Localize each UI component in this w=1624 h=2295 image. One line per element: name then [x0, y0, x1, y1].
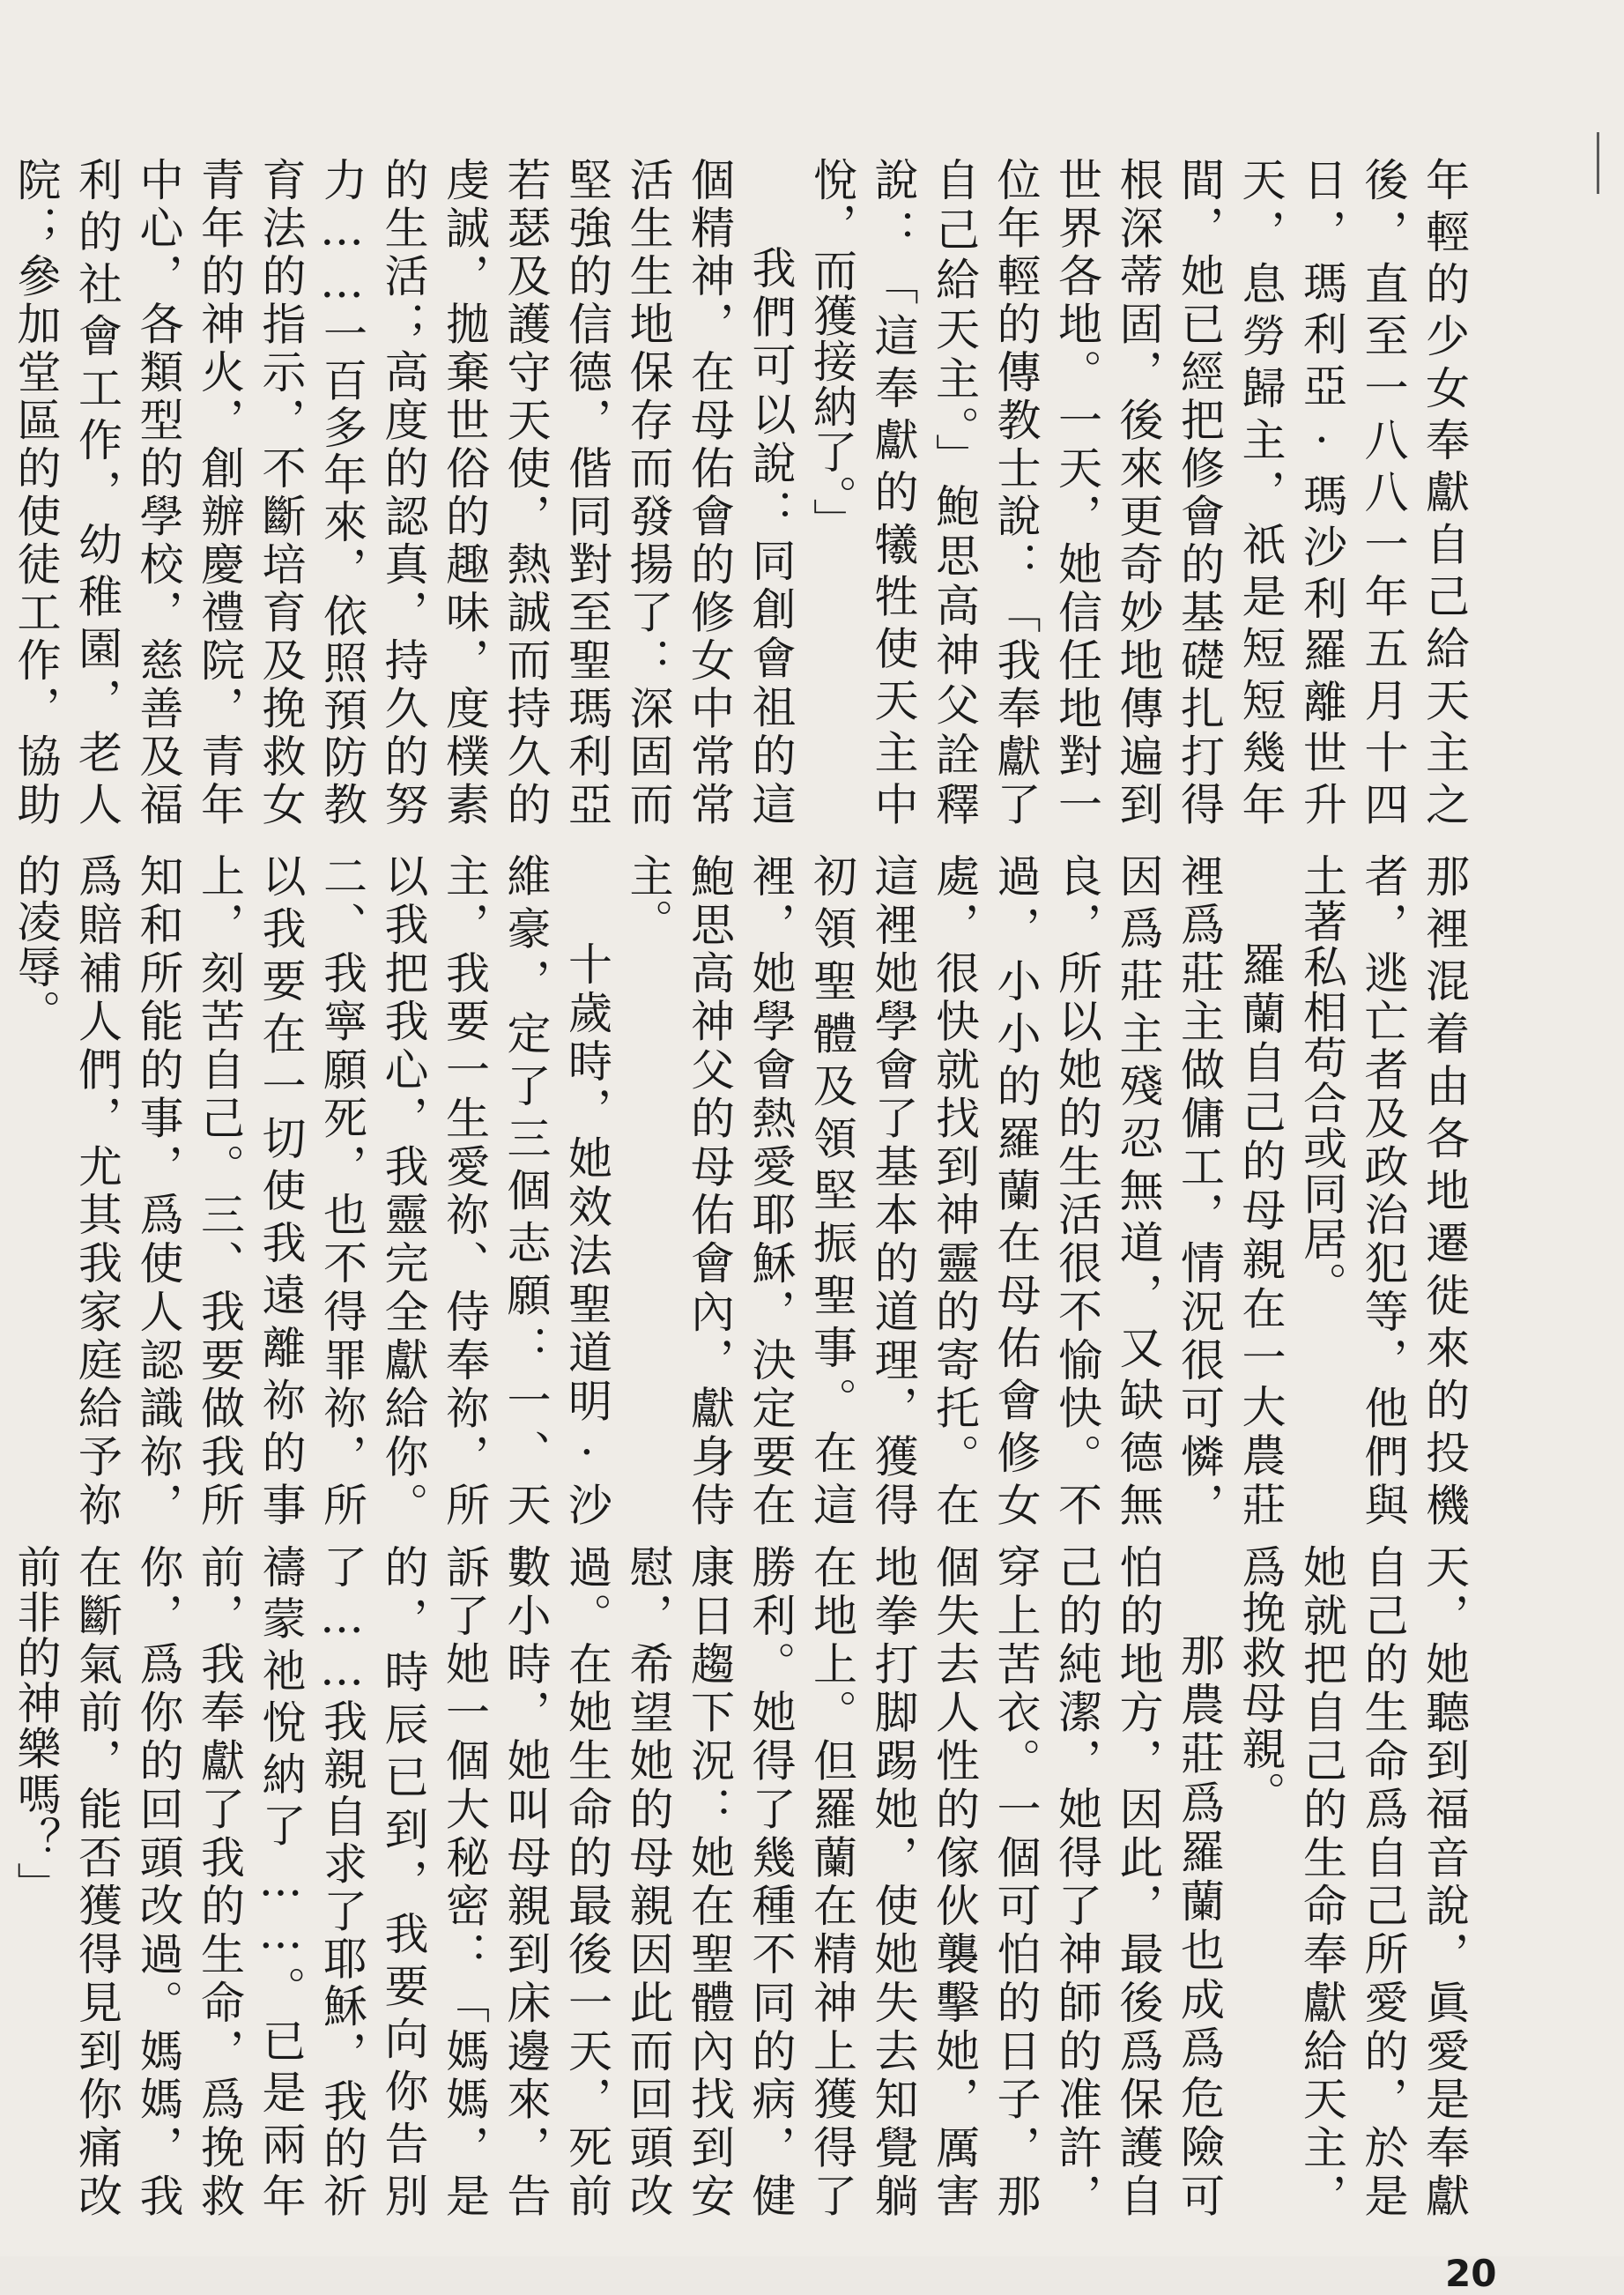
text-band-bottom: [10, 1544, 1474, 2218]
paragraph: 十歲時，她效法聖道明·沙維豪，定了三個志願：一、天主，我要一生愛祢、侍奉祢，所以我把我心，我靈完全獻給你。二、我寧願死，也不得罪祢，所以我要在一切使我遠離祢的事上，刻苦自己。三、我要做我所知和所能的事，爲使人認識祢，爲賠補人們，尤其我家庭給予祢的凌辱。: [10, 853, 612, 1527]
page-number: 20: [1445, 2252, 1497, 2295]
paragraph: [0, 1544, 4, 2218]
text-band-middle: [10, 853, 1474, 1527]
paragraph: 羅蘭自己的母親在一大農莊裡爲莊主做傭工，情況很可憐，因爲莊主殘忍無道，又缺德無良，所以她的生活很不愉快。不過，小小的羅蘭在母佑會修女處，很快就找到神靈的寄托。在這裡她學會了基本的道理，獲得初領聖體及領堅振聖事。在這裡，她學會熱愛耶穌，決定要在鮑思高神父的母佑會內，獻身侍主。: [622, 853, 1287, 1527]
paragraph: 天，她聽到福音說，眞愛是奉獻自己的生命爲自己所愛的，於是她就把自己的生命奉獻給天主，爲挽救母親。: [1235, 1544, 1470, 2218]
paragraph: 我們可以說：同創會祖的這個精神，在母佑會的修女中常常活生生地保存而發揚了：深固而堅強的信德，偕同對至聖瑪利亞若瑟及護守天使，熱誠而持久的虔誠，拋棄世俗的趣味，度樸素的生活；高度的認真，持久的努力……一百多年來，依照預防教育法的指示，不斷培育及挽救女青年的神火，創辦慶禮院，青年中心，各類型的學校，慈善及福利的社會工作，幼稚園，老人院；參加堂區的使徒工作，協助: [10, 157, 797, 827]
paragraph: [0, 853, 4, 1527]
text-band-top: [10, 157, 1474, 827]
page-edge-mark: [1597, 132, 1599, 194]
paragraph: 年輕的少女奉獻自己給天主之後，直至一八八一年五月十四日，瑪利亞·瑪沙利羅離世升天，息勞歸主，祇是短短幾年間，她已經把修會的基礎扎打得根深蒂固，後來更奇妙地傳遍到世界各地。一天，她信任地對一位年輕的傳教士說：「我奉獻了自己給天主。」鮑思高神父詮釋說：「這奉獻的犧牲使天主中悅，而獲接納了。」: [806, 157, 1470, 827]
paragraph: 那裡混着由各地遷徙來的投機者，逃亡者及政治犯等，他們與土著私相苟合或同居。: [1296, 853, 1470, 1527]
paragraph: 那農莊爲羅蘭也成爲危險可怕的地方，因此，最後爲保護自己的純潔，她得了神師的准許，穿上苦衣。一個可怕的日子，那個失去人性的傢伙襲擊她，厲害地拳打脚踢她，使她失去知覺躺在地上。但羅蘭在精神上獲得了勝利。她得了幾種不同的病，健康日趨下況：她在聖體內找到安慰，希望她的母親因此而回頭改過。在她生命的最後一天，死前數小時，她叫母親到床邊來，告訴了她一個大秘密：「媽媽，是的，時辰已到，我要向你告別了……我親自求了耶穌，我的祈禱蒙祂悅納了……。已是兩年前，我奉獻了我的生命，爲挽救你，爲你的回頭改過。媽媽，我在斷氣前，能否獲得見到你痛改前非的神樂嗎？」: [10, 1544, 1225, 2218]
